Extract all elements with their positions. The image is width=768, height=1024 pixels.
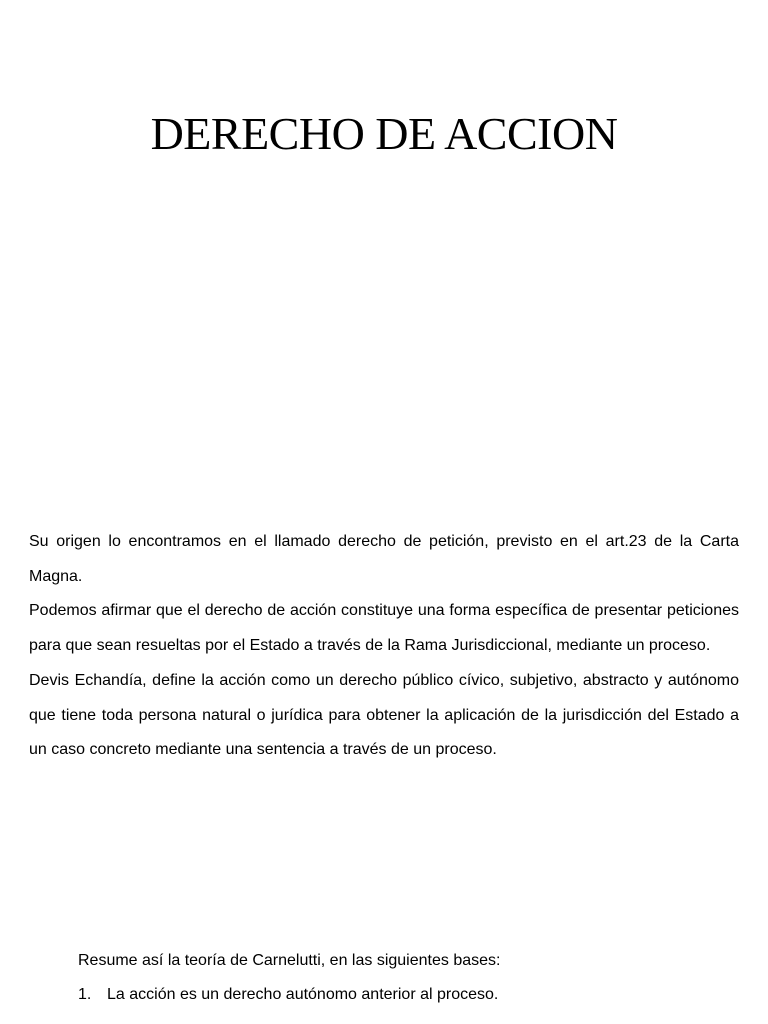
- carnelutti-bases-list: [78, 978, 739, 1012]
- body-text: [29, 525, 739, 768]
- list-item: [78, 978, 739, 1012]
- paragraph-devis-echandia: Devis Echandía, define la acción como un derecho público cívico, subjetivo, abstracto y autónomo que tiene toda persona natural o jurídica para obtener la aplicación de la jurisdicción del Estado a un caso concreto mediante una sentencia a través de un proceso.: [29, 671, 739, 759]
- carnelutti-section: [78, 944, 739, 1012]
- list-intro: Resume así la teoría de Carnelutti, en las siguientes bases:: [78, 952, 501, 969]
- list-item-number: 1.: [78, 986, 92, 1003]
- paragraph-origin: Su origen lo encontramos en el llamado derecho de petición, previsto en el art.23 de la Carta Magna.: [29, 533, 739, 585]
- document-title: DERECHO DE ACCION: [150, 108, 618, 159]
- list-item-text: La acción es un derecho autónomo anterior al proceso.: [107, 986, 499, 1003]
- paragraph-definition: Podemos afirmar que el derecho de acción constituye una forma específica de presentar peticiones para que sean resueltas por el Estado a través de la Rama Jurisdiccional, mediante un proceso.: [29, 602, 739, 655]
